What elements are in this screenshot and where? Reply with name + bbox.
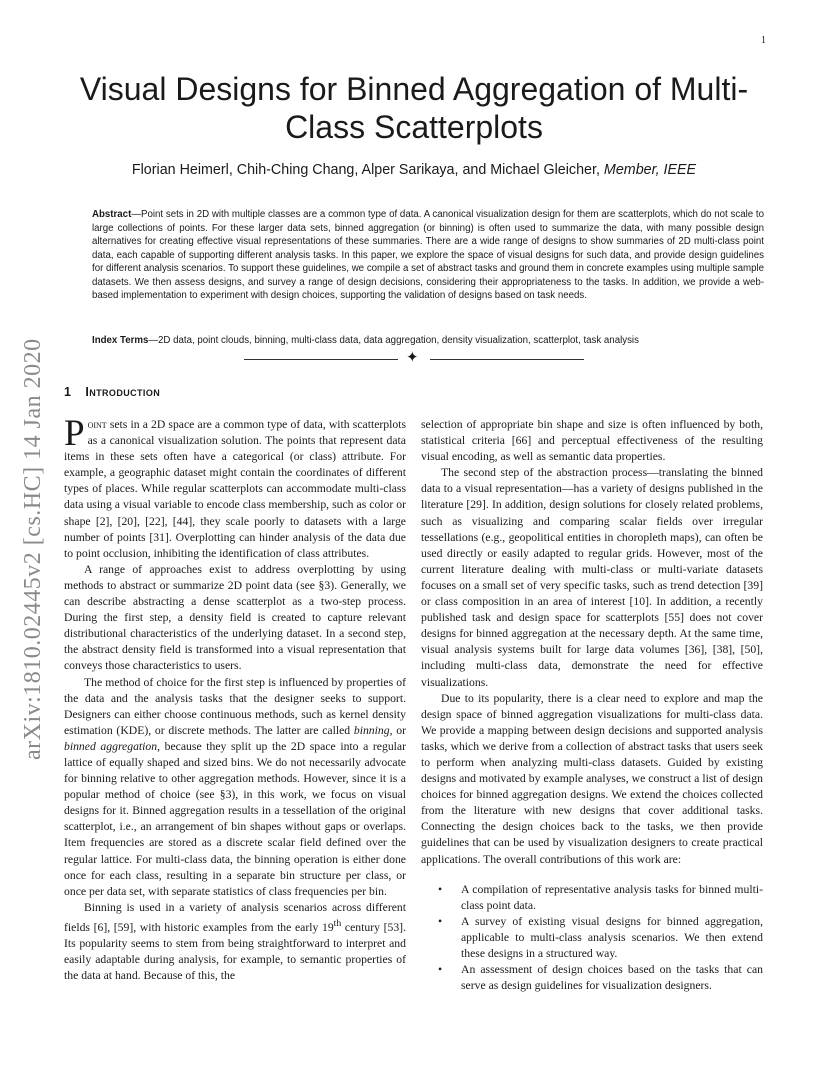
author-membership: Member, IEEE (603, 162, 697, 178)
contributions-list (421, 882, 763, 995)
emphasis: binned aggregation (64, 739, 158, 753)
separator-line-right (430, 359, 584, 360)
index-terms (92, 334, 764, 348)
paragraph-text: The method of choice for the first step is influenced by properties of the data and the analysis tasks that the designer seeks to support. Designers can either choose continuous methods, such as kernel density estimation (KDE), or discrete methods. The latter are called (64, 675, 406, 737)
paragraph: Due to its popularity, there is a clear need to explore and map the design space of binned aggregation visualizations for multi-class data. We provide a mapping between design decisions and supported analysis tasks, which we derive from a collection of abstract tasks that users seek to perform when analyzing multi-class datasets. Guided by existing designs and motivated by example analyses, we construct a list of design choices for binned aggregation designs. We extend the choices collected from the literature with new designs that cover additional tasks. Connecting the design choices back to the tasks, we then provide guidelines that can be used by visualization designers to create practical applications. The overall contributions of this work are: (421, 691, 763, 866)
paper-title: Visual Designs for Binned Aggregation of Multi-Class Scatterplots (79, 71, 749, 145)
paragraph: The second step of the abstraction process—translating the binned data to a visual representation—has a variety of designs published in the literature [29]. In addition, design solutions for closely related problems, such as visualizing and comparing scalar fields over irregular tessellations (e.g., geopolitical entities in choropleth maps), can often be used directly or easily adapted to regular grids. However, most of the current literature dealing with multi-class or multi-variate datasets focuses on a small set of very specific tasks, such as trend detection [39] or class composition in an area of interest [10]. In addition, a recently published task and design space for scatterplots [55] does not cover designs for binned aggregation at the necessary depth. At the same time, visual analysis systems built for large data volumes [36], [38], [50], including multi-class data, demonstrate the need for effective visualizations. (421, 466, 763, 689)
paragraph-text: century [53]. Its popularity seems to stem from being straightforward to interpret and easily adaptable during analysis, for example, to semantic properties of the data at hand. Because of this, the (64, 920, 406, 983)
list-item-text: A compilation of representative analysis tasks for binned multi-class point data. (461, 882, 763, 912)
paragraph: A range of approaches exist to address overplotting by using methods to abstract or summarize 2D point data (see §3). Generally, we can describe abstracting a dense scatterplot as a two-step process. During the first step, a density field is created to capture relevant distributional characteristics of the underlying dataset. In a second step, the abstract density field is transformed into a visual representation that conveys those characteristics to users. (64, 562, 406, 673)
paragraph-text: , or (389, 723, 406, 737)
separator-star-icon: ✦ (406, 350, 419, 366)
right-column (421, 417, 763, 994)
list-item-text: A survey of existing visual designs for binned aggregation, applicable to multi-class analysis scenarios. We then extend these designs in a structured way. (461, 914, 763, 960)
list-item (421, 914, 763, 962)
paragraph-text: , because they split up the 2D space into a regular lattice of equally shaped and sized bins. We do not necessarily advocate for binning relative to other aggregation methods. However, since it is a popular method of choice (see §3), in this work, we focus on visual designs for it. Binned aggregation results in a tessellation of the original scatterplot, i.e., an arrangement of bin shapes without gaps or overlaps. Item frequencies are stored as a discrete scalar field defined over the regular lattice. For multi-class data, the binning operation is either done once for each class, resulting in a separate bin structure per class, or once per data set, with separate statistics of class frequencies per bin. (64, 739, 406, 898)
paragraph (64, 675, 406, 900)
emphasis: binning (353, 723, 390, 737)
arxiv-identifier: arXiv:1810.02445v2 [cs.HC] 14 Jan 2020 (20, 338, 46, 760)
paragraph (64, 413, 406, 562)
left-column (64, 413, 406, 984)
index-terms-text: —2D data, point clouds, binning, multi-class data, data aggregation, density visualization, scatterplot, task analysis (148, 335, 639, 346)
abstract (92, 208, 764, 303)
bullet-icon: • (438, 963, 443, 977)
index-terms-label: Index Terms (92, 335, 149, 346)
author-names: Florian Heimerl, Chih-Ching Chang, Alper Sarikaya, and Michael Gleicher, (131, 162, 600, 178)
abstract-text: —Point sets in 2D with multiple classes are a common type of data. A canonical visualization design for them are scatterplots, which do not scale to large collections of points. For these larger data sets, binned aggregation (or binning) is often used to summarize the data, with many possible design alternatives for creating effective visual representations of these summaries. There are a wide range of designs to show summaries of 2D multi-class point data, each capable of supporting different analysis tasks. In this paper, we explore the space of visual designs for such data, and provide design guidelines for different analysis scenarios. To support these guidelines, we compile a set of abstract tasks and ground them in concrete examples using multiple sample datasets. We then assess designs, and survey a range of design decisions, considering their appropriateness to the tasks. In addition, we provide a web-based implementation to experiment with design choices, supporting the validation of designs based on task needs. (92, 209, 764, 301)
separator-line-left (244, 359, 398, 360)
section-title: Introduction (85, 385, 161, 399)
abstract-label: Abstract (92, 209, 132, 220)
bullet-icon: • (438, 914, 443, 928)
list-item (421, 882, 763, 914)
superscript: th (333, 917, 342, 929)
bullet-icon: • (438, 882, 443, 896)
drop-cap: P (64, 413, 85, 454)
page-number: 1 (761, 35, 766, 46)
lead-word: oint (87, 418, 107, 431)
list-item-text: An assessment of design choices based on the tasks that can serve as design guidelines for visualization designers. (461, 963, 763, 993)
paragraph-text: Binning is used in a variety of analysis scenarios across different fields [6], [59], with historic examples from the early 19 (64, 900, 406, 934)
section-separator (244, 352, 584, 366)
section-heading (64, 385, 160, 399)
paragraph: selection of appropriate bin shape and size is often influenced by both, statistical criteria [66] and perceptual effectiveness of the resulting visual encoding, as well as semantic data properties. (421, 418, 763, 464)
section-number: 1 (64, 385, 72, 399)
paragraph-text: sets in a 2D space are a common type of data, with scatterplots as a canonical visualization solution. The points that represent data items in these sets often have a categorical (or class) attribute. For example, a geographic dataset might contain the coordinates of different types of places. While regular scatterplots can accommodate multi-class data using a visual variable to encode class membership, such as color or shape [2], [20], [22], [44], they scale poorly to datasets with a large number of points [31]. Overplotting can hinder analysis of the data due to point occlusion, inhibiting the identification of class attributes. (64, 418, 406, 560)
paragraph (64, 900, 406, 984)
list-item (421, 962, 763, 994)
author-list (60, 162, 768, 178)
